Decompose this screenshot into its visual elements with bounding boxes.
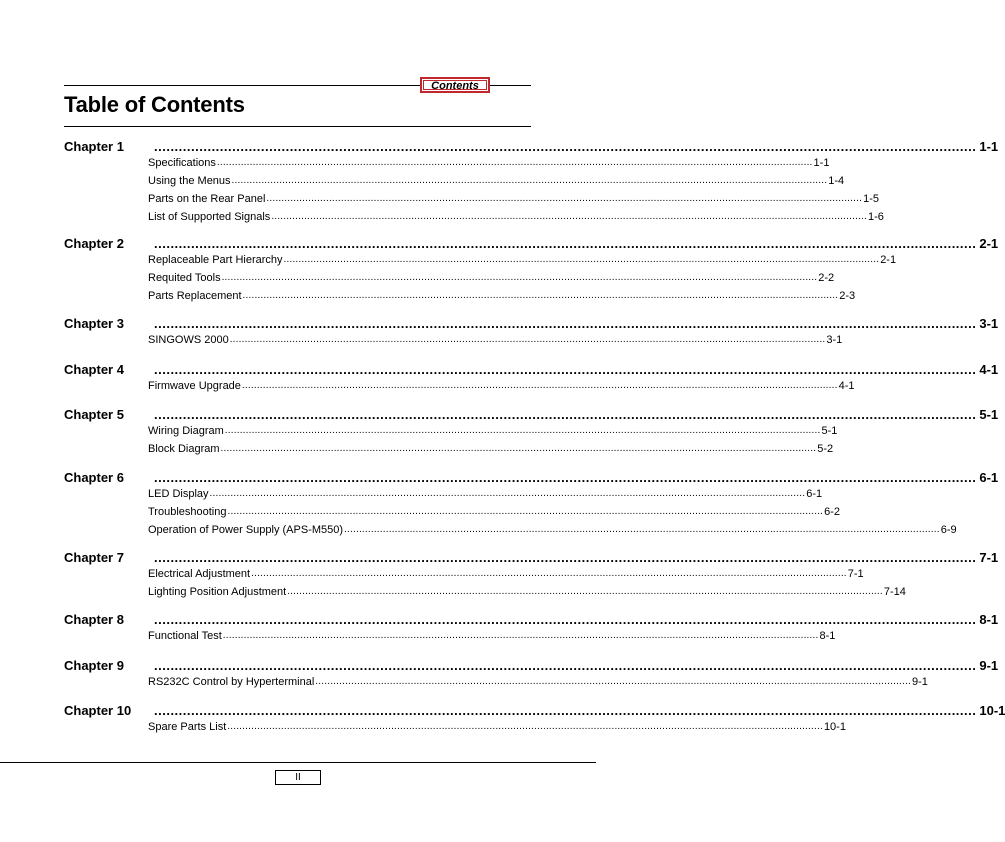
- toc-entry-page-number: 7-1: [847, 568, 864, 580]
- toc-entry-title: RS232C Control by Hyperterminal: [148, 676, 315, 688]
- toc-entry-page-number: 9-1: [911, 676, 928, 688]
- dot-leader: ........................................................................................................................................................................................................: [222, 630, 819, 641]
- toc-entry-page-number: 4-1: [838, 380, 855, 392]
- footer-rule: [0, 762, 596, 763]
- chapter-label[interactable]: Chapter 8: [64, 612, 124, 627]
- toc-entry-page-number: 1-6: [867, 211, 884, 223]
- chapter-label[interactable]: Chapter 6: [64, 470, 124, 485]
- dot-leader: ........................................................................................................................................................................................................: [221, 272, 818, 283]
- contents-tag-label: Contents: [423, 80, 487, 90]
- toc-entry[interactable]: [148, 585, 906, 599]
- toc-entry-title: Using the Menus: [148, 175, 231, 187]
- dot-leader: ........................................................................................................................................................................................................: [209, 488, 806, 499]
- toc-entry-page-number: 2-2: [818, 272, 835, 284]
- dot-leader: ........................................................................................................................................................................................................: [229, 334, 826, 345]
- chapter-label[interactable]: Chapter 4: [64, 362, 124, 377]
- toc-entry-title: Lighting Position Adjustment: [148, 586, 287, 598]
- chapter-page-number[interactable]: 3-1: [979, 316, 999, 331]
- toc-entry[interactable]: [148, 523, 957, 537]
- toc-entry-page-number: 5-1: [821, 425, 838, 437]
- chapter-leader: [154, 139, 999, 155]
- dot-leader: ........................................................................................................................................................................................................: [241, 380, 838, 391]
- title-rule: [64, 126, 531, 127]
- toc-entry[interactable]: [148, 174, 845, 188]
- toc-entry-title: Parts on the Rear Panel: [148, 193, 266, 205]
- toc-entry-page-number: 2-3: [839, 290, 856, 302]
- chapter-label[interactable]: Chapter 3: [64, 316, 124, 331]
- chapter-leader: [154, 658, 999, 674]
- toc-entry[interactable]: [148, 333, 843, 347]
- chapter-leader: [154, 316, 999, 332]
- chapter-label[interactable]: Chapter 10: [64, 703, 132, 718]
- toc-entry-page-number: 2-1: [880, 254, 897, 266]
- toc-entry-page-number: 1-1: [813, 157, 830, 169]
- dot-leader: ........................................................................................................................................................................................................: [224, 425, 821, 436]
- toc-entry-title: Requited Tools: [148, 272, 221, 284]
- toc-entry[interactable]: [148, 210, 884, 224]
- dot-leader: ........................................................................................................................................................................................................: [154, 316, 977, 331]
- chapter-leader: [154, 362, 999, 378]
- dot-leader: ........................................................................................................................................................................................................: [154, 407, 977, 422]
- dot-leader: ........................................................................................................................................................................................................: [231, 175, 828, 186]
- dot-leader: ........................................................................................................................................................................................................: [251, 568, 847, 579]
- toc-entry[interactable]: [148, 424, 838, 438]
- toc-entry-page-number: 6-9: [940, 524, 957, 536]
- dot-leader: ........................................................................................................................................................................................................: [154, 703, 977, 718]
- chapter-label[interactable]: Chapter 2: [64, 236, 124, 251]
- chapter-leader: [154, 612, 999, 628]
- dot-leader: ........................................................................................................................................................................................................: [154, 362, 977, 377]
- toc-entry-title: Functional Test: [148, 630, 222, 642]
- dot-leader: ........................................................................................................................................................................................................: [344, 524, 940, 535]
- chapter-page-number[interactable]: 4-1: [979, 362, 999, 377]
- toc-entry-page-number: 1-5: [863, 193, 879, 205]
- chapter-page-number[interactable]: 7-1: [979, 550, 999, 565]
- toc-entry[interactable]: [148, 271, 835, 285]
- dot-leader: ........................................................................................................................................................................................................: [220, 443, 817, 454]
- chapter-label[interactable]: Chapter 9: [64, 658, 124, 673]
- page-number: II: [275, 770, 321, 785]
- toc-entry-title: LED Display: [148, 488, 209, 500]
- toc-entry[interactable]: [148, 156, 830, 170]
- dot-leader: ........................................................................................................................................................................................................: [154, 470, 977, 485]
- toc-entry[interactable]: [148, 289, 856, 303]
- chapter-page-number[interactable]: 8-1: [979, 612, 999, 627]
- chapter-label[interactable]: Chapter 1: [64, 139, 124, 154]
- toc-entry-title: Troubleshooting: [148, 506, 227, 518]
- chapter-leader: [154, 550, 999, 566]
- toc-entry-title: Operation of Power Supply (APS-M550): [148, 524, 344, 536]
- toc-entry-title: Electrical Adjustment: [148, 568, 251, 580]
- toc-entry-page-number: 1-4: [828, 175, 845, 187]
- toc-entry-page-number: 8-1: [819, 630, 836, 642]
- toc-entry[interactable]: [148, 442, 834, 456]
- dot-leader: ........................................................................................................................................................................................................: [154, 236, 977, 251]
- toc-entry-title: Wiring Diagram: [148, 425, 224, 437]
- chapter-label[interactable]: Chapter 7: [64, 550, 124, 565]
- toc-entry[interactable]: [148, 675, 928, 689]
- toc-entry[interactable]: [148, 253, 897, 267]
- chapter-page-number[interactable]: 5-1: [979, 407, 999, 422]
- toc-entry-title: Block Diagram: [148, 443, 220, 455]
- dot-leader: ........................................................................................................................................................................................................: [271, 211, 867, 222]
- dot-leader: ........................................................................................................................................................................................................: [266, 193, 863, 204]
- dot-leader: ........................................................................................................................................................................................................: [154, 139, 977, 154]
- dot-leader: ........................................................................................................................................................................................................: [227, 506, 824, 517]
- toc-entry[interactable]: [148, 192, 879, 206]
- dot-leader: ........................................................................................................................................................................................................: [315, 676, 911, 687]
- toc-entry-title: Firmwave Upgrade: [148, 380, 241, 392]
- toc-entry-title: List of Supported Signals: [148, 211, 271, 223]
- toc-entry-page-number: 5-2: [817, 443, 834, 455]
- toc-entry-page-number: 3-1: [826, 334, 843, 346]
- chapter-page-number[interactable]: 1-1: [979, 139, 999, 154]
- dot-leader: ........................................................................................................................................................................................................: [216, 157, 813, 168]
- toc-entry[interactable]: [148, 487, 823, 501]
- chapter-page-number[interactable]: 2-1: [979, 236, 999, 251]
- toc-entry-page-number: 6-2: [824, 506, 841, 518]
- toc-entry[interactable]: [148, 379, 855, 393]
- chapter-leader: [154, 236, 999, 252]
- dot-leader: ........................................................................................................................................................................................................: [154, 550, 977, 565]
- toc-entry[interactable]: [148, 505, 841, 519]
- contents-tag: [420, 77, 490, 93]
- dot-leader: ........................................................................................................................................................................................................: [287, 586, 883, 597]
- toc-entry-page-number: 6-1: [806, 488, 823, 500]
- dot-leader: ........................................................................................................................................................................................................: [154, 612, 977, 627]
- chapter-page-number[interactable]: 6-1: [979, 470, 999, 485]
- toc-entry[interactable]: [148, 629, 836, 643]
- chapter-page-number[interactable]: 9-1: [979, 658, 999, 673]
- page-title: Table of Contents: [64, 92, 245, 117]
- toc-entry-page-number: 7-14: [883, 586, 906, 598]
- toc-entry-title: SINGOWS 2000: [148, 334, 229, 346]
- toc-entry-title: Replaceable Part Hierarchy: [148, 254, 283, 266]
- chapter-page-number[interactable]: 10-1: [979, 703, 1005, 718]
- chapter-leader: [154, 470, 999, 486]
- toc-entry-title: Spare Parts List: [148, 721, 227, 733]
- chapter-label[interactable]: Chapter 5: [64, 407, 124, 422]
- dot-leader: ........................................................................................................................................................................................................: [242, 290, 839, 301]
- chapter-leader: [154, 703, 1005, 719]
- toc-entry-title: Specifications: [148, 157, 216, 169]
- chapter-leader: [154, 407, 999, 423]
- toc-entry-title: Parts Replacement: [148, 290, 242, 302]
- toc-entry[interactable]: [148, 567, 864, 581]
- dot-leader: ........................................................................................................................................................................................................: [154, 658, 977, 673]
- dot-leader: ........................................................................................................................................................................................................: [283, 254, 880, 265]
- dot-leader: ........................................................................................................................................................................................................: [227, 721, 823, 732]
- toc-entry[interactable]: [148, 720, 846, 734]
- toc-entry-page-number: 10-1: [823, 721, 846, 733]
